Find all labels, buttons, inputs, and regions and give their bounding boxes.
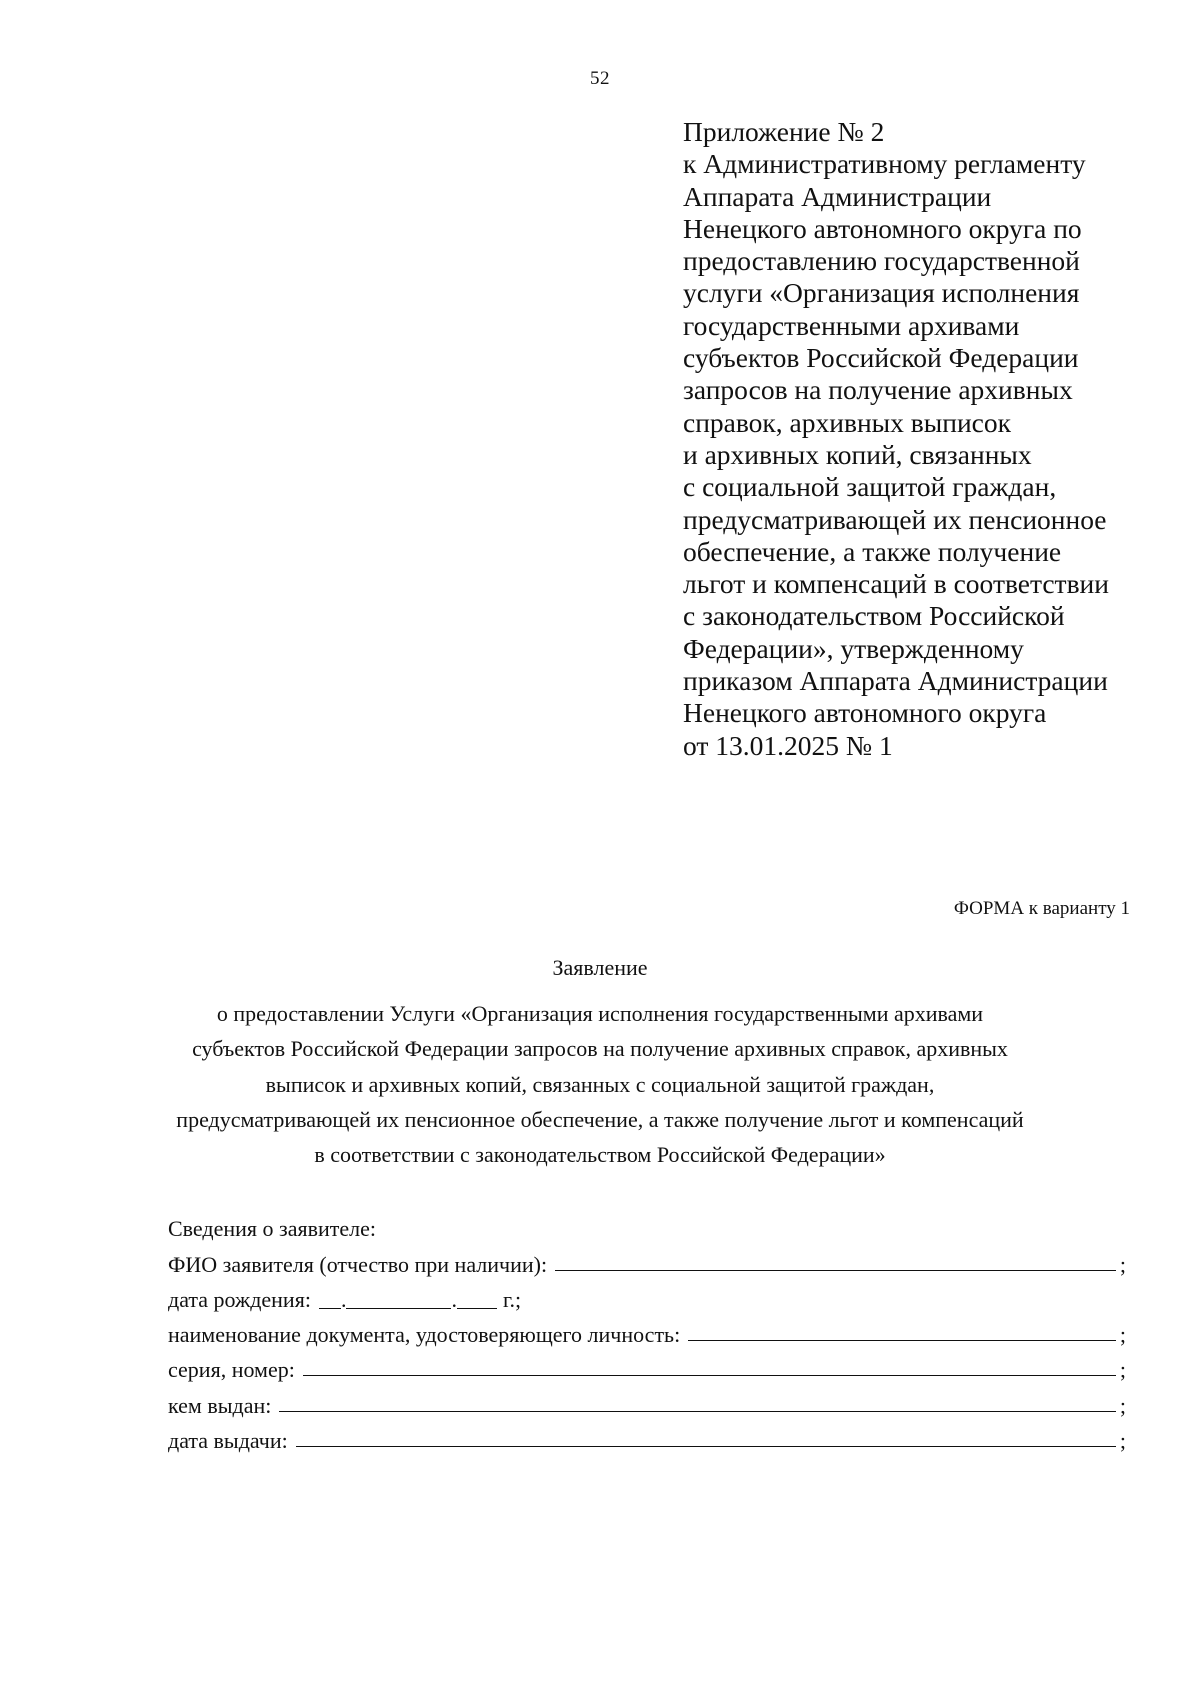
line-end-mark: ;: [1119, 1251, 1126, 1277]
appendix-line: справок, архивных выписок: [683, 406, 1011, 438]
appendix-line: с социальной защитой граждан,: [683, 471, 1057, 503]
document-label: наименование документа, удостоверяющего личность:: [168, 1322, 681, 1348]
statement-line: предусматривающей их пенсионное обеспечение, а также получение льгот и компенсаций: [176, 1106, 1024, 1132]
line-end-mark: ;: [1119, 1357, 1126, 1383]
issued-by-field-row: [168, 1383, 1126, 1418]
birth-date-blanks: . .: [319, 1287, 497, 1313]
appendix-line: услуги «Организация исполнения: [683, 277, 1080, 309]
appendix-line: приказом Аппарата Администрации: [683, 665, 1108, 697]
statement-line: субъектов Российской Федерации запросов на получение архивных справок, архивных: [192, 1036, 1008, 1062]
birth-date-field-row: [168, 1278, 1126, 1313]
appendix-line: и архивных копий, связанных: [683, 438, 1032, 470]
statement-line: выписок и архивных копий, связанных с социальной защитой граждан,: [265, 1071, 935, 1097]
appendix-line: к Административному регламенту: [683, 148, 1086, 180]
statement-line: о предоставлении Услуги «Организация исполнения государственными архивами: [216, 1001, 984, 1026]
series-number-label: серия, номер:: [168, 1357, 295, 1383]
series-number-input-line[interactable]: [303, 1375, 1116, 1376]
appendix-line: Приложение № 2: [683, 116, 885, 147]
form-variant-label: ФОРМА к варианту 1: [953, 898, 1130, 919]
issue-date-label: дата выдачи:: [168, 1428, 288, 1454]
appendix-line: Федерации», утвержденному: [683, 632, 1024, 664]
appendix-line: от 13.01.2025 № 1: [683, 729, 893, 761]
issue-date-field-row: [168, 1419, 1126, 1454]
appendix-line: обеспечение, а также получение: [683, 535, 1062, 567]
fio-input-line[interactable]: [555, 1270, 1116, 1271]
birth-month-input-line[interactable]: [346, 1308, 451, 1309]
issued-by-label: кем выдан:: [168, 1392, 272, 1418]
appendix-line: Ненецкого автономного округа по: [683, 212, 1082, 244]
statement-title: Заявление: [552, 955, 648, 980]
appendix-line: льгот и компенсаций в соответствии: [683, 568, 1109, 600]
document-input-line[interactable]: [688, 1340, 1116, 1341]
applicant-fields: [168, 1207, 1126, 1454]
line-end-mark: ;: [1119, 1322, 1126, 1348]
appendix-line: предоставлению государственной: [683, 245, 1080, 277]
issued-by-input-line[interactable]: [279, 1411, 1116, 1412]
line-end-mark: ;: [1119, 1392, 1126, 1418]
birth-year-suffix: г.;: [502, 1286, 522, 1312]
series-number-field-row: [168, 1348, 1126, 1383]
document-field-row: [168, 1313, 1126, 1348]
applicant-section-label: Сведения о заявителе:: [168, 1216, 377, 1242]
appendix-header: [683, 116, 1153, 762]
appendix-line: Ненецкого автономного округа: [683, 697, 1047, 729]
birth-date-label: дата рождения:: [168, 1286, 311, 1312]
fio-label: ФИО заявителя (отчество при наличии):: [168, 1251, 548, 1277]
appendix-line: субъектов Российской Федерации: [683, 342, 1079, 374]
issue-date-input-line[interactable]: [296, 1446, 1116, 1447]
statement-line: в соответствии с законодательством Российской Федерации»: [314, 1142, 886, 1168]
fio-field-row: [168, 1242, 1126, 1277]
birth-day-input-line[interactable]: [319, 1308, 341, 1309]
appendix-line: государственными архивами: [683, 309, 1020, 341]
appendix-line: предусматривающей их пенсионное: [683, 503, 1107, 535]
page-number: 52: [590, 68, 610, 89]
line-end-mark: ;: [1119, 1428, 1126, 1454]
statement-subtitle: [0, 996, 1200, 1172]
birth-year-input-line[interactable]: [457, 1308, 497, 1309]
appendix-line: с законодательством Российской: [683, 600, 1065, 632]
appendix-line: Аппарата Администрации: [683, 180, 992, 212]
appendix-line: запросов на получение архивных: [683, 374, 1073, 406]
